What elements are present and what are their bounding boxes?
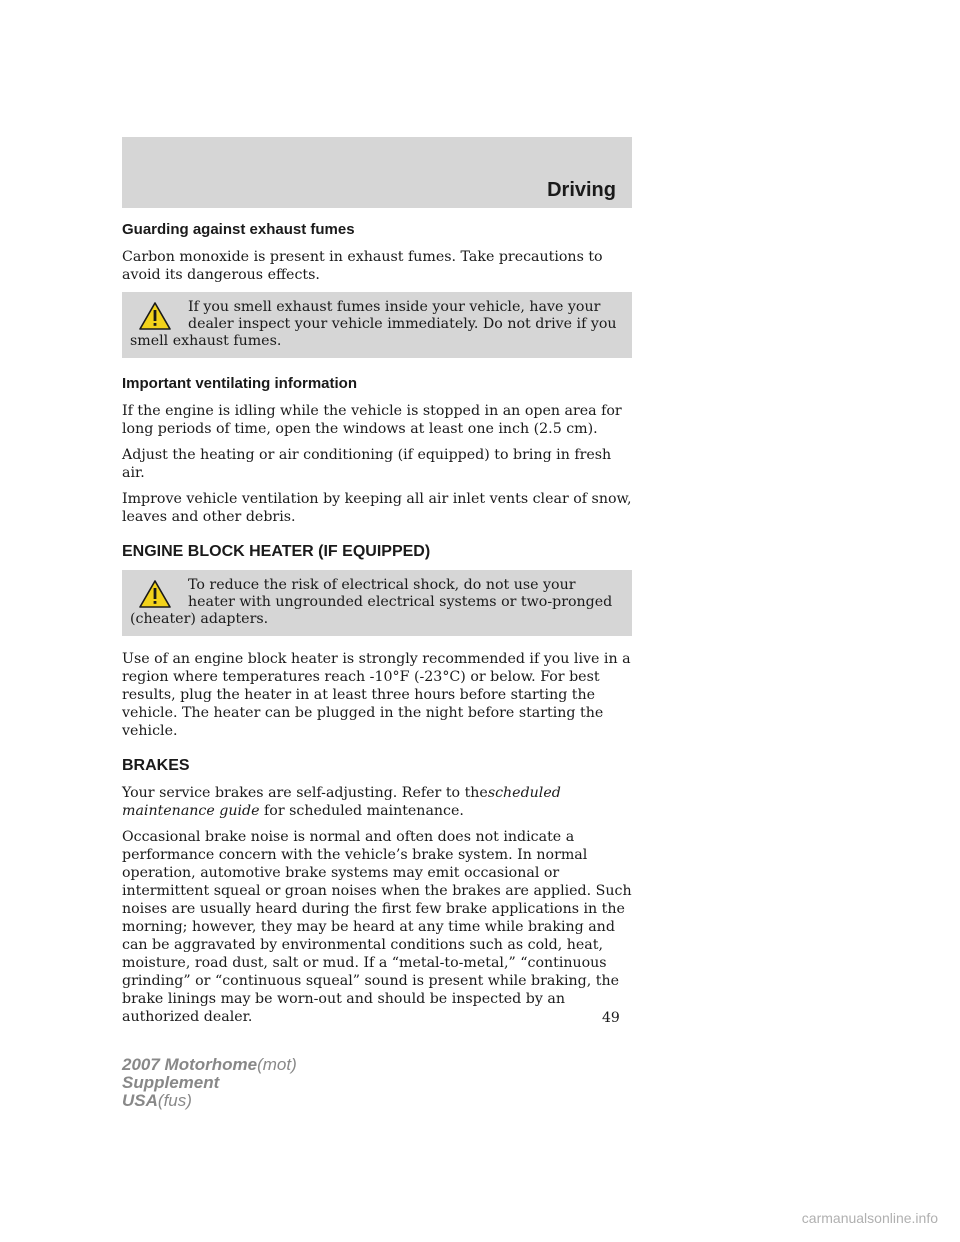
warning-text-block-heater: To reduce the risk of electrical shock, do not use your heater with ungrounded electrical systems or two-pronged (cheater) adapters. bbox=[130, 577, 613, 627]
heading-brakes: BRAKES bbox=[122, 757, 190, 774]
document-footer bbox=[122, 1056, 297, 1110]
brakes-text-after: for scheduled maintenance. bbox=[264, 803, 464, 819]
footer-market-code: (fus) bbox=[157, 1091, 192, 1110]
paragraph-block-heater: Use of an engine block heater is strongly recommended if you live in a region where temperatures reach -10°F (-23°C) or below. For best results, plug the heater in at least three hours before starting the vehicle. The heater can be plugged in the night before starting the vehicle. bbox=[122, 651, 631, 739]
warning-box-exhaust bbox=[122, 292, 632, 358]
heading-engine-block-heater: ENGINE BLOCK HEATER (IF EQUIPPED) bbox=[122, 543, 431, 560]
warning-box-block-heater bbox=[122, 570, 632, 636]
paragraph-brakes-1 bbox=[122, 784, 632, 820]
paragraph-ventilating-2: Adjust the heating or air conditioning (if equipped) to bring in fresh air. bbox=[122, 447, 612, 481]
footer-line-3 bbox=[122, 1092, 297, 1110]
footer-market: USA bbox=[122, 1091, 158, 1110]
watermark: carmanualsonline.info bbox=[801, 1210, 938, 1226]
heading-ventilating: Important ventilating information bbox=[122, 375, 357, 392]
footer-model: 2007 Motorhome bbox=[122, 1055, 258, 1074]
footer-model-code: (mot) bbox=[257, 1055, 297, 1074]
section-header-bar bbox=[122, 137, 632, 208]
brakes-text-before: Your service brakes are self-adjusting. Refer to the bbox=[122, 785, 488, 801]
paragraph-ventilating-1: If the engine is idling while the vehicle is stopped in an open area for long periods of time, open the windows at least one inch (2.5 cm). bbox=[122, 403, 622, 437]
warning-triangle-icon bbox=[138, 579, 172, 609]
page-number: 49 bbox=[602, 1010, 620, 1026]
paragraph-ventilating-3: Improve vehicle ventilation by keeping all air inlet vents clear of snow, leaves and other debris. bbox=[122, 491, 632, 525]
footer-line-1 bbox=[122, 1056, 297, 1074]
warning-text-exhaust: If you smell exhaust fumes inside your vehicle, have your dealer inspect your vehicle immediately. Do not drive if you smell exhaust fumes. bbox=[130, 299, 617, 349]
warning-triangle-icon bbox=[138, 301, 172, 331]
paragraph-brakes-2: Occasional brake noise is normal and often does not indicate a performance concern with the vehicle’s brake system. In normal operation, automotive brake systems may emit occasional or intermittent squeal or groan noises when the brakes are applied. Such noises are usually heard during the first few brake applications in the morning; however, they may be heard at any time while braking and can be aggravated by environmental conditions such as cold, heat, moisture, road dust, salt or mud. If a “metal-to-metal,” “continuous grinding” or “continuous squeal” sound is present while braking, the brake linings may be worn-out and should be inspected by an authorized dealer. bbox=[122, 829, 632, 1025]
page-content bbox=[122, 220, 632, 1034]
paragraph-exhaust-intro: Carbon monoxide is present in exhaust fumes. Take precautions to avoid its dangerous effects. bbox=[122, 249, 603, 283]
scheduled-maintenance-guide-reference: scheduled maintenance guide bbox=[122, 785, 561, 819]
heading-exhaust-fumes: Guarding against exhaust fumes bbox=[122, 221, 355, 238]
section-title: Driving bbox=[547, 179, 616, 201]
footer-line-2 bbox=[122, 1074, 297, 1092]
footer-supplement: Supplement bbox=[122, 1073, 220, 1092]
